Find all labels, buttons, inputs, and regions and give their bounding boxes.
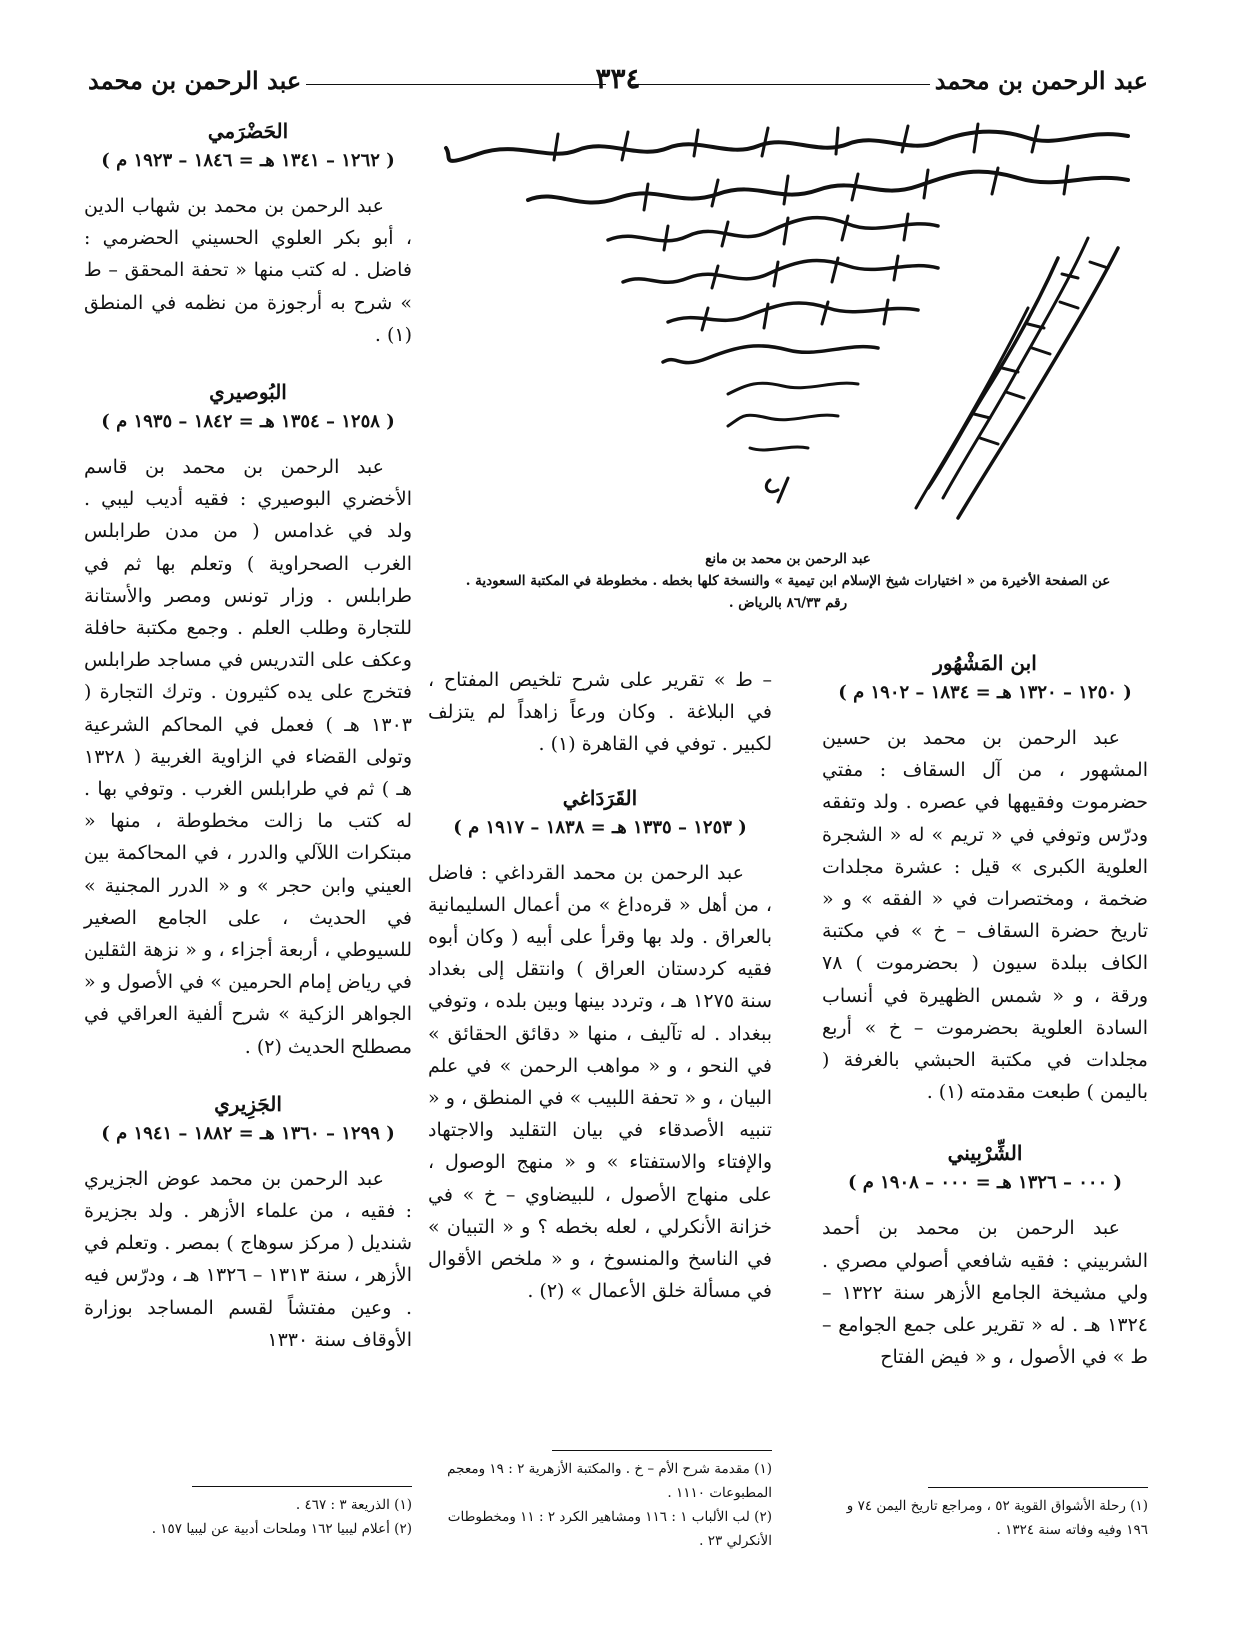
entry-text: عبد الرحمن بن محمد بن قاسم الأخضري البوصيري : فقيه أديب ليبي . ولد في غدامس ( من مدن طرابلس الغرب الصحراوية ) وتعلم بها ثم في طرابلس . وزار تونس ومصر والأستانة للتجارة وطلب العلم . وجمع مكتبة حافلة وعكف على التدريس في مساجد طرابلس فتخرج على يده كثيرون . وترك التجارة ( ١٣٠٣ هـ ) فعمل في المحاكم الشرعية وتولى القضاء في الزاوية الغربية ( ١٣٢٨ هـ ) ثم في طرابلس الغرب . وتوفي بها . له كتب ما زالت مخطوطة ، منها « مبتكرات اللآلي والدرر ، في المحاكمة بين العيني وابن حجر » و « الدرر المجنية » في الحديث ، على الجامع الصغير للسيوطي ، أربعة أجزاء ، و « نزهة الثقلين في رياض إمام الحرمين » في الأصول و « الجواهر الزكية » شرح ألفية العراقي في مصطلح الحديث (٢) . [84,456,412,1058]
header-left-title: عبد الرحمن بن محمد [88,66,302,95]
caption-title: عبد الرحمن بن محمد بن مانع [705,551,871,567]
continuation-text: – ط » تقرير على شرح تلخيص المفتاح ، في البلاغة . وكان ورعاً زاهداً لم يتزلف لكبير . توفي في القاهرة (١) . [428,669,772,756]
caption-line-2: رقم ٨٦/٣٣ بالرياض . [728,595,848,611]
entry-dates: ( ١٢٥٣ – ١٣٣٥ هـ = ١٨٣٨ – ١٩١٧ م ) [453,816,747,838]
entry-dates: ( ١٢٥٠ – ١٣٢٠ هـ = ١٨٣٤ – ١٩٠٢ م ) [838,682,1132,703]
figure-caption [438,548,1138,614]
footnotes-right [822,1487,1148,1542]
footnote-rule [552,1450,772,1451]
entry-dates: ( ١٢٩٩ – ١٣٦٠ هـ = ١٨٨٢ – ١٩٤١ م ) [101,1122,395,1144]
entry-text: عبد الرحمن بن محمد عوض الجزيري : فقيه ، من علماء الأزهر . ولد بجزيرة شنديل ( مركز سوهاج ) بمصر . وتعلم في الأزهر ، سنة ١٣١٣ – ١٣٢٦ هـ ، ودرّس فيه . وعين مفتشاً لقسم المساجد بوزارة الأوقاف سنة ١٣٣٠ [84,1167,412,1351]
entry-title: الشِّرْبِيني [947,1141,1023,1166]
entry-dates: ( ٠٠٠ – ١٣٢٦ هـ = ٠٠٠ – ١٩٠٨ م ) [847,1172,1123,1194]
entry-title: البُوصيري [209,380,287,405]
footnotes-middle [428,1450,772,1553]
entry-title: الجَزِيري [214,1091,282,1116]
entry-text: عبد الرحمن بن محمد بن شهاب الدين ، أبو بكر العلوي الحسيني الحضرمي : فاضل . له كتب منها « تحفة المحقق – ط » شرح به أرجوزة من نظمه في المنطق (١) . [84,195,412,346]
entry-dates: ( ١٢٦٢ – ١٣٤١ هـ = ١٨٤٦ – ١٩٢٣ م ) [101,150,395,171]
caption-line-1: عن الصفحة الأخيرة من « اختيارات شيخ الإسلام ابن تيمية » والنسخة كلها بخطه . مخطوطة في المكتبة السعودية . [465,573,1111,589]
footnote: (١) مقدمة شرح الأم – خ . والمكتبة الأزهرية ٢ : ١٩ ومعجم المطبوعات ١١١٠ . [447,1461,772,1501]
header-right-title: عبد الرحمن بن محمد [934,66,1148,95]
footnote-rule [192,1486,412,1487]
entry-text: عبد الرحمن بن محمد القرداغي : فاضل ، من أهل « قره‌داغ » من أعمال السليمانية بالعراق . ولد بها وقرأ على أبيه ( وكان أبوه فقيه كردستان العراق ) وانتقل إلى بغداد سنة ١٢٧٥ هـ ، وتردد بينها وبين بلده ، وتوفي ببغداد . له تآليف ، منها « دقائق الحقائق » في النحو ، و « مواهب الرحمن » في علم البيان ، و « تحفة اللبيب » في المنطق ، و « تنبيه الأصدقاء في بيان التقليد والاجتهاد والإفتاء والاستفتاء » و « منهج الوصول ، على منهاج الأصول ، للبيضاوي – خ » في خزانة الأنكرلي ، لعله بخطه ؟ و « التبيان » في الناسخ والمنسوخ ، و « ملخص الأقوال في مسألة خلق الأعمال » (٢) . [428,861,772,1303]
entry-dates: ( ١٢٥٨ – ١٣٥٤ هـ = ١٨٤٢ – ١٩٣٥ م ) [101,411,395,433]
footnote: (٢) أعلام ليبيا ١٦٢ وملحات أدبية عن ليبيا ١٥٧ . [151,1521,412,1537]
header-rule-left [306,84,606,85]
column-left [84,116,412,1356]
entry-title: ابن المَشْهُور [933,651,1037,675]
footnotes-left [84,1486,412,1541]
entry-text: عبد الرحمن بن محمد بن حسين المشهور ، من آل السقاف : مفتي حضرموت وفقيهها في عصره . ولد وتفقه ودرّس وتوفي في « تريم » له « الشجرة العلوية الكبرى » قيل : عشرة مجلدات ضخمة ، ومختصرات في « الفقه » و « تاريخ حضرة السقاف – خ » في مكتبة الكاف ببلدة سيون ( بحضرموت ) ٧٨ ورقة ، و « شمس الظهيرة في أنساب السادة العلوية بحضرموت – خ » أربع مجلدات في مكتبة الحبشي بالغرفة ( باليمن ) طبعت مقدمته (١) . [822,727,1148,1104]
entry-title: القَرَدَاغي [562,785,638,810]
column-middle [428,664,772,1307]
page-number: ٣٣٤ [595,62,641,95]
entry-text: عبد الرحمن بن محمد بن أحمد الشربيني : فقيه شافعي أصولي مصري . ولي مشيخة الجامع الأزهر سنة ١٣٢٢ – ١٣٢٤ هـ . له « تقرير على جمع الجوامع – ط » في الأصول ، و « فيض الفتاح [822,1217,1148,1369]
footnote: (٢) لب الألباب ١ : ١١٦ ومشاهير الكرد ٢ : ١١ ومخطوطات الأنكرلي ٢٣ . [447,1509,772,1549]
footnote: (١) الذريعة ٣ : ٤٦٧ . [295,1497,412,1513]
entry-title: الحَضْرَمي [207,119,289,143]
running-header [88,62,1148,102]
footnote: (١) رحلة الأشواق القوية ٥٢ ، ومراجع تاريخ اليمن ٧٤ و ١٩٦ وفيه وفاته سنة ١٣٢٤ . [846,1498,1148,1538]
column-right [822,648,1148,1373]
manuscript-image [438,118,1138,538]
footnote-rule [928,1487,1148,1488]
